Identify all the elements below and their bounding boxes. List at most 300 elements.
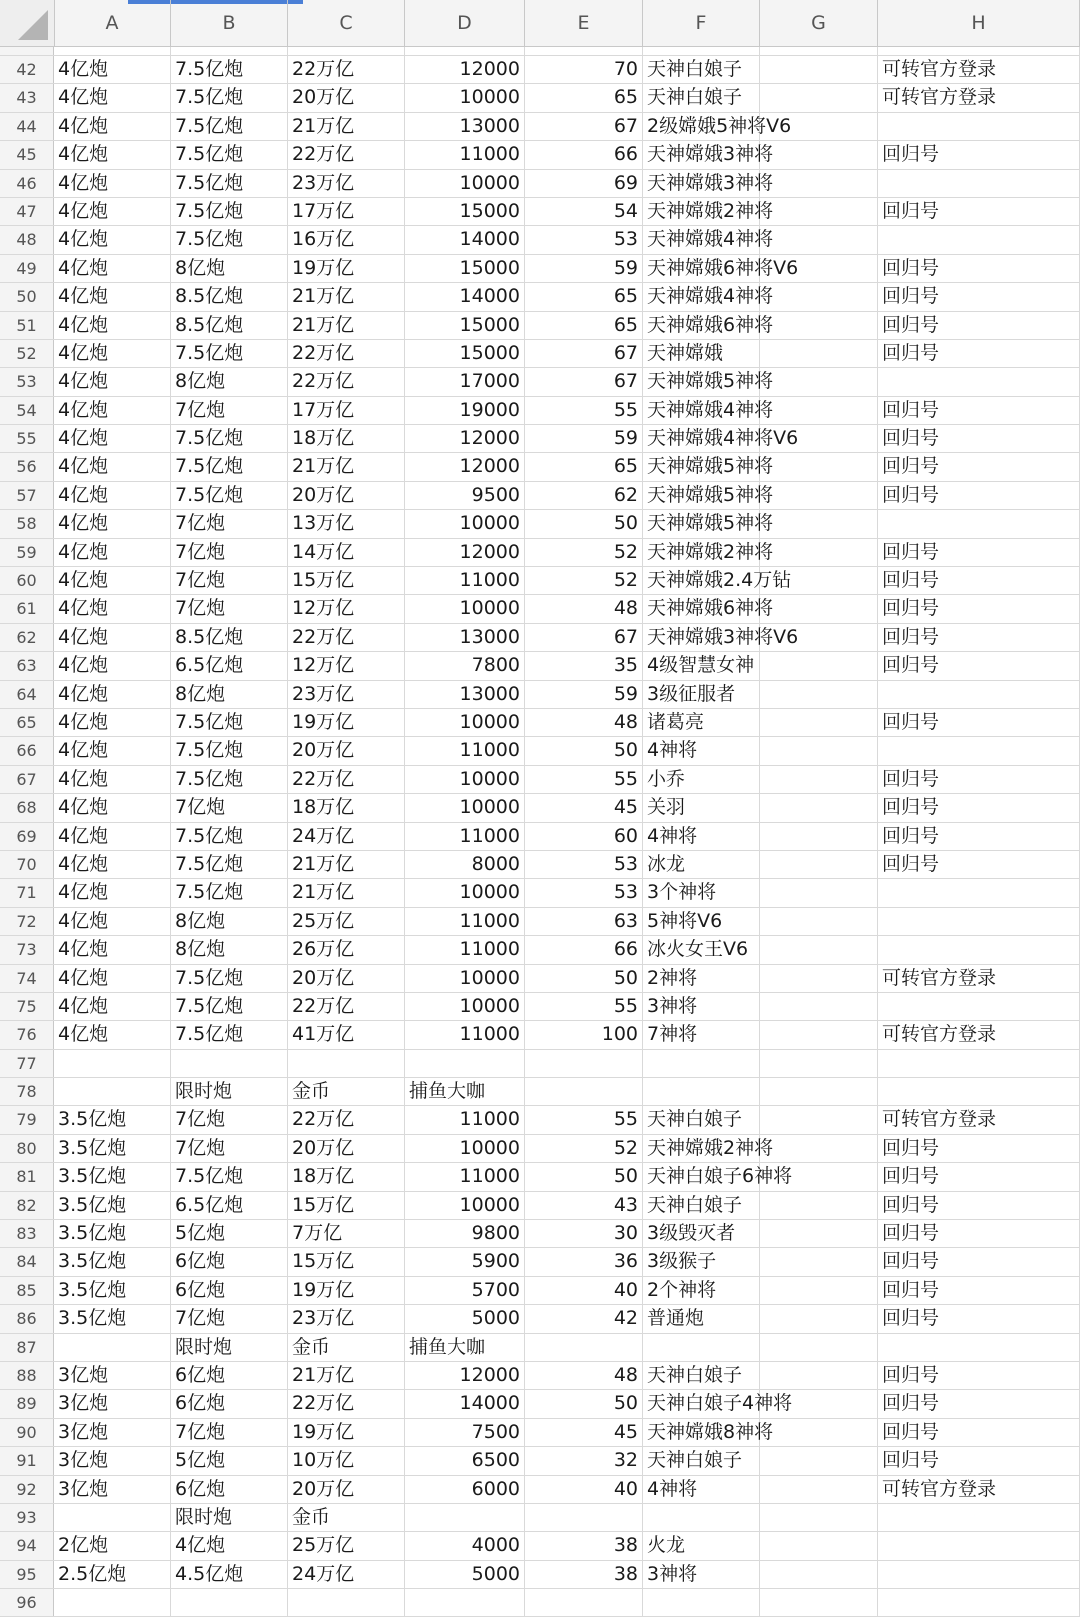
cell-a[interactable] bbox=[54, 1504, 171, 1531]
cell-h[interactable]: 可转官方登录 bbox=[878, 965, 1080, 992]
cell-a[interactable]: 3.5亿炮 bbox=[54, 1163, 171, 1190]
column-header-f[interactable]: F bbox=[643, 0, 760, 46]
cell-g[interactable] bbox=[760, 1106, 878, 1133]
row-number[interactable]: 53 bbox=[0, 368, 54, 395]
cell-e[interactable]: 52 bbox=[525, 1135, 643, 1162]
cell-a[interactable]: 4亿炮 bbox=[54, 397, 171, 424]
cell-h[interactable]: 回归号 bbox=[878, 1447, 1080, 1474]
cell-h[interactable]: 可转官方登录 bbox=[878, 56, 1080, 83]
cell-f[interactable] bbox=[643, 1050, 760, 1077]
cell-e[interactable]: 50 bbox=[525, 737, 643, 764]
cell-c[interactable]: 18万亿 bbox=[288, 425, 405, 452]
cell-b[interactable]: 7.5亿炮 bbox=[171, 766, 288, 793]
cell-a[interactable]: 4亿炮 bbox=[54, 851, 171, 878]
cell-b[interactable]: 4亿炮 bbox=[171, 1532, 288, 1559]
cell-b[interactable]: 7.5亿炮 bbox=[171, 737, 288, 764]
cell-e[interactable]: 65 bbox=[525, 283, 643, 310]
cell-a[interactable]: 3.5亿炮 bbox=[54, 1277, 171, 1304]
cell-c[interactable]: 24万亿 bbox=[288, 1561, 405, 1588]
cell-a[interactable]: 4亿炮 bbox=[54, 879, 171, 906]
cell-d[interactable]: 5000 bbox=[405, 1561, 525, 1588]
column-header-b[interactable]: B bbox=[171, 0, 288, 46]
cell-c[interactable]: 22万亿 bbox=[288, 1106, 405, 1133]
cell-f[interactable]: 天神白娘子 bbox=[643, 1106, 760, 1133]
cell-d[interactable] bbox=[405, 1589, 525, 1616]
cell-g[interactable] bbox=[760, 1021, 878, 1048]
cell-d[interactable]: 12000 bbox=[405, 539, 525, 566]
cell-c[interactable]: 7万亿 bbox=[288, 1220, 405, 1247]
cell-b[interactable]: 7.5亿炮 bbox=[171, 1021, 288, 1048]
cell-c[interactable]: 20万亿 bbox=[288, 965, 405, 992]
cell-a[interactable]: 4亿炮 bbox=[54, 453, 171, 480]
cell-e[interactable]: 38 bbox=[525, 1561, 643, 1588]
cell-f[interactable]: 天神嫦娥2神将 bbox=[643, 198, 760, 225]
cell-b[interactable]: 6亿炮 bbox=[171, 1248, 288, 1275]
cell-d[interactable]: 12000 bbox=[405, 453, 525, 480]
cell-d[interactable]: 15000 bbox=[405, 198, 525, 225]
column-header-e[interactable]: E bbox=[525, 0, 643, 46]
row-number[interactable]: 66 bbox=[0, 737, 54, 764]
cell-e[interactable]: 66 bbox=[525, 141, 643, 168]
cell-d[interactable]: 12000 bbox=[405, 56, 525, 83]
cell-f[interactable]: 天神嫦娥3神将 bbox=[643, 170, 760, 197]
cell-c[interactable]: 25万亿 bbox=[288, 908, 405, 935]
cell-h[interactable]: 回归号 bbox=[878, 1135, 1080, 1162]
cell-d[interactable]: 10000 bbox=[405, 766, 525, 793]
cell-b[interactable] bbox=[171, 1050, 288, 1077]
cell-c[interactable]: 19万亿 bbox=[288, 1419, 405, 1446]
cell-d[interactable]: 4000 bbox=[405, 1532, 525, 1559]
cell-d[interactable]: 11000 bbox=[405, 1106, 525, 1133]
cell-c[interactable]: 21万亿 bbox=[288, 1362, 405, 1389]
cell-b[interactable] bbox=[171, 1589, 288, 1616]
cell-e[interactable]: 55 bbox=[525, 397, 643, 424]
cell-e[interactable]: 52 bbox=[525, 567, 643, 594]
cell-b[interactable]: 6.5亿炮 bbox=[171, 652, 288, 679]
row-number[interactable]: 55 bbox=[0, 425, 54, 452]
cell-h[interactable] bbox=[878, 936, 1080, 963]
cell-h[interactable]: 回归号 bbox=[878, 198, 1080, 225]
cell-f[interactable]: 天神白娘子 bbox=[643, 56, 760, 83]
column-header-d[interactable]: D bbox=[405, 0, 525, 46]
cell-d[interactable]: 13000 bbox=[405, 624, 525, 651]
cell-f[interactable]: 天神嫦娥2.4万钻 bbox=[643, 567, 760, 594]
cell-d[interactable]: 11000 bbox=[405, 141, 525, 168]
cell-b[interactable]: 7亿炮 bbox=[171, 397, 288, 424]
cell-d[interactable]: 10000 bbox=[405, 510, 525, 537]
row-number[interactable]: 43 bbox=[0, 84, 54, 111]
cell-f[interactable] bbox=[643, 1589, 760, 1616]
cell-f[interactable]: 3个神将 bbox=[643, 879, 760, 906]
cell-c[interactable]: 41万亿 bbox=[288, 1021, 405, 1048]
cell-a[interactable]: 4亿炮 bbox=[54, 425, 171, 452]
cell-c[interactable]: 23万亿 bbox=[288, 681, 405, 708]
cell-b[interactable]: 7.5亿炮 bbox=[171, 84, 288, 111]
cell-b[interactable]: 8.5亿炮 bbox=[171, 624, 288, 651]
row-number[interactable]: 75 bbox=[0, 993, 54, 1020]
cell-e[interactable]: 67 bbox=[525, 113, 643, 140]
cell-a[interactable]: 3.5亿炮 bbox=[54, 1220, 171, 1247]
cell-e[interactable]: 48 bbox=[525, 709, 643, 736]
cell-b[interactable]: 7.5亿炮 bbox=[171, 56, 288, 83]
cell-a[interactable]: 4亿炮 bbox=[54, 539, 171, 566]
cell-a[interactable]: 3亿炮 bbox=[54, 1476, 171, 1503]
cell-g[interactable] bbox=[760, 709, 878, 736]
cell-h[interactable]: 回归号 bbox=[878, 1220, 1080, 1247]
cell-h[interactable] bbox=[878, 879, 1080, 906]
cell-g[interactable] bbox=[760, 1362, 878, 1389]
cell-e[interactable] bbox=[525, 1334, 643, 1361]
cell-c[interactable]: 20万亿 bbox=[288, 482, 405, 509]
cell-a[interactable]: 4亿炮 bbox=[54, 340, 171, 367]
cell-f[interactable] bbox=[643, 1334, 760, 1361]
cell-b[interactable]: 6亿炮 bbox=[171, 1390, 288, 1417]
cell-e[interactable] bbox=[525, 1504, 643, 1531]
cell-a[interactable]: 4亿炮 bbox=[54, 198, 171, 225]
cell-a[interactable]: 4亿炮 bbox=[54, 766, 171, 793]
cell-a[interactable]: 3亿炮 bbox=[54, 1390, 171, 1417]
cell-c[interactable]: 21万亿 bbox=[288, 851, 405, 878]
cell-a[interactable]: 4亿炮 bbox=[54, 737, 171, 764]
cell-h[interactable] bbox=[878, 681, 1080, 708]
cell-g[interactable] bbox=[760, 1532, 878, 1559]
cell-g[interactable] bbox=[760, 879, 878, 906]
row-number[interactable]: 94 bbox=[0, 1532, 54, 1559]
cell-h[interactable]: 回归号 bbox=[878, 794, 1080, 821]
cell-c[interactable]: 22万亿 bbox=[288, 993, 405, 1020]
cell-e[interactable] bbox=[525, 1050, 643, 1077]
row-number[interactable]: 85 bbox=[0, 1277, 54, 1304]
cell-d[interactable]: 5700 bbox=[405, 1277, 525, 1304]
cell-f[interactable]: 5神将V6 bbox=[643, 908, 760, 935]
cell-a[interactable]: 4亿炮 bbox=[54, 567, 171, 594]
cell-g[interactable] bbox=[760, 993, 878, 1020]
cell-c[interactable]: 20万亿 bbox=[288, 84, 405, 111]
cell-d[interactable]: 11000 bbox=[405, 567, 525, 594]
cell-d[interactable]: 17000 bbox=[405, 368, 525, 395]
cell-d[interactable]: 10000 bbox=[405, 709, 525, 736]
cell-b[interactable]: 8亿炮 bbox=[171, 908, 288, 935]
cell-a[interactable]: 3亿炮 bbox=[54, 1419, 171, 1446]
cell-d[interactable]: 12000 bbox=[405, 1362, 525, 1389]
row-number[interactable]: 58 bbox=[0, 510, 54, 537]
row-number[interactable]: 57 bbox=[0, 482, 54, 509]
cell-a[interactable]: 4亿炮 bbox=[54, 624, 171, 651]
row-number[interactable]: 70 bbox=[0, 851, 54, 878]
cell-e[interactable] bbox=[525, 1589, 643, 1616]
cell-e[interactable]: 59 bbox=[525, 255, 643, 282]
row-number[interactable]: 88 bbox=[0, 1362, 54, 1389]
cell-e[interactable]: 55 bbox=[525, 1106, 643, 1133]
cell-g[interactable] bbox=[760, 1248, 878, 1275]
cell-b[interactable]: 7.5亿炮 bbox=[171, 340, 288, 367]
cell-h[interactable]: 回归号 bbox=[878, 425, 1080, 452]
cell-f[interactable]: 天神白娘子 bbox=[643, 1362, 760, 1389]
cell-b[interactable]: 7亿炮 bbox=[171, 595, 288, 622]
cell-g[interactable] bbox=[760, 1078, 878, 1105]
row-number[interactable]: 51 bbox=[0, 312, 54, 339]
cell-h[interactable] bbox=[878, 113, 1080, 140]
cell-h[interactable]: 可转官方登录 bbox=[878, 1021, 1080, 1048]
cell-a[interactable]: 4亿炮 bbox=[54, 652, 171, 679]
row-number[interactable]: 61 bbox=[0, 595, 54, 622]
cell-h[interactable]: 回归号 bbox=[878, 283, 1080, 310]
cell-c[interactable]: 15万亿 bbox=[288, 1192, 405, 1219]
cell-c[interactable]: 18万亿 bbox=[288, 794, 405, 821]
cell-a[interactable]: 3亿炮 bbox=[54, 1447, 171, 1474]
cell-g[interactable] bbox=[760, 84, 878, 111]
cell-d[interactable]: 11000 bbox=[405, 737, 525, 764]
cell-h[interactable]: 回归号 bbox=[878, 652, 1080, 679]
cell-a[interactable]: 3.5亿炮 bbox=[54, 1135, 171, 1162]
cell-d[interactable] bbox=[405, 1504, 525, 1531]
cell-d[interactable]: 10000 bbox=[405, 794, 525, 821]
cell-g[interactable] bbox=[760, 766, 878, 793]
cell-f[interactable]: 火龙 bbox=[643, 1532, 760, 1559]
cell-g[interactable] bbox=[760, 851, 878, 878]
cell-f[interactable]: 天神白娘子 bbox=[643, 1192, 760, 1219]
cell-d[interactable]: 14000 bbox=[405, 226, 525, 253]
cell-b[interactable]: 7亿炮 bbox=[171, 567, 288, 594]
cell-c[interactable]: 26万亿 bbox=[288, 936, 405, 963]
cell-f[interactable]: 冰龙 bbox=[643, 851, 760, 878]
cell-g[interactable] bbox=[760, 1135, 878, 1162]
cell-g[interactable] bbox=[760, 965, 878, 992]
row-number[interactable]: 62 bbox=[0, 624, 54, 651]
cell-f[interactable]: 4神将 bbox=[643, 1476, 760, 1503]
cell-c[interactable]: 22万亿 bbox=[288, 56, 405, 83]
cell-h[interactable]: 回归号 bbox=[878, 482, 1080, 509]
cell-b[interactable]: 7.5亿炮 bbox=[171, 198, 288, 225]
cell-b[interactable]: 7.5亿炮 bbox=[171, 879, 288, 906]
cell-h[interactable]: 回归号 bbox=[878, 453, 1080, 480]
cell-f[interactable]: 4神将 bbox=[643, 737, 760, 764]
cell-d[interactable] bbox=[405, 1050, 525, 1077]
cell-h[interactable]: 回归号 bbox=[878, 1362, 1080, 1389]
cell-a[interactable]: 4亿炮 bbox=[54, 255, 171, 282]
cell-b[interactable]: 7.5亿炮 bbox=[171, 965, 288, 992]
cell-g[interactable] bbox=[760, 1504, 878, 1531]
cell-h[interactable]: 回归号 bbox=[878, 766, 1080, 793]
cell-f[interactable]: 天神嫦娥5神将 bbox=[643, 368, 760, 395]
cell-f[interactable] bbox=[643, 1078, 760, 1105]
cell-b[interactable]: 8.5亿炮 bbox=[171, 312, 288, 339]
cell-f[interactable]: 天神白娘子6神将 bbox=[643, 1163, 760, 1190]
row-number[interactable]: 86 bbox=[0, 1305, 54, 1332]
cell-a[interactable]: 2亿炮 bbox=[54, 1532, 171, 1559]
cell-a[interactable]: 2.5亿炮 bbox=[54, 1561, 171, 1588]
cell-c[interactable] bbox=[288, 1050, 405, 1077]
cell-e[interactable]: 53 bbox=[525, 851, 643, 878]
cell-h[interactable] bbox=[878, 1050, 1080, 1077]
cell-e[interactable]: 53 bbox=[525, 226, 643, 253]
cell-g[interactable] bbox=[760, 1305, 878, 1332]
cell-d[interactable]: 捕鱼大咖 bbox=[405, 1334, 525, 1361]
cell-g[interactable] bbox=[760, 170, 878, 197]
column-header-a[interactable]: A bbox=[54, 0, 171, 46]
cell-f[interactable]: 天神嫦娥5神将 bbox=[643, 482, 760, 509]
cell-h[interactable]: 回归号 bbox=[878, 823, 1080, 850]
cell-f[interactable]: 冰火女王V6 bbox=[643, 936, 760, 963]
row-number[interactable]: 84 bbox=[0, 1248, 54, 1275]
cell-f[interactable]: 7神将 bbox=[643, 1021, 760, 1048]
cell-e[interactable]: 40 bbox=[525, 1277, 643, 1304]
cell-c[interactable]: 12万亿 bbox=[288, 652, 405, 679]
cell-d[interactable]: 9800 bbox=[405, 1220, 525, 1247]
cell-b[interactable]: 7.5亿炮 bbox=[171, 453, 288, 480]
cell-f[interactable]: 天神嫦娥2神将 bbox=[643, 1135, 760, 1162]
cell-a[interactable]: 4亿炮 bbox=[54, 368, 171, 395]
row-number[interactable]: 47 bbox=[0, 198, 54, 225]
cell-a[interactable] bbox=[54, 1050, 171, 1077]
cell-a[interactable]: 3.5亿炮 bbox=[54, 1305, 171, 1332]
cell-d[interactable]: 11000 bbox=[405, 823, 525, 850]
cell-d[interactable]: 7500 bbox=[405, 1419, 525, 1446]
cell-e[interactable]: 43 bbox=[525, 1192, 643, 1219]
cell-f[interactable]: 天神嫦娥6神将 bbox=[643, 595, 760, 622]
cell-d[interactable]: 8000 bbox=[405, 851, 525, 878]
cell-c[interactable]: 12万亿 bbox=[288, 595, 405, 622]
cell-f[interactable]: 天神嫦娥4神将 bbox=[643, 283, 760, 310]
cell-f[interactable]: 天神嫦娥4神将 bbox=[643, 226, 760, 253]
cell-g[interactable] bbox=[760, 1419, 878, 1446]
cell-c[interactable]: 22万亿 bbox=[288, 1390, 405, 1417]
cell-e[interactable]: 67 bbox=[525, 340, 643, 367]
cell-g[interactable] bbox=[760, 794, 878, 821]
cell-h[interactable]: 回归号 bbox=[878, 255, 1080, 282]
cell-d[interactable]: 14000 bbox=[405, 283, 525, 310]
cell-h[interactable]: 回归号 bbox=[878, 567, 1080, 594]
cell-a[interactable]: 4亿炮 bbox=[54, 226, 171, 253]
cell-g[interactable] bbox=[760, 936, 878, 963]
cell-f[interactable]: 天神嫦娥5神将 bbox=[643, 510, 760, 537]
cell-h[interactable]: 回归号 bbox=[878, 1277, 1080, 1304]
cell-d[interactable]: 6500 bbox=[405, 1447, 525, 1474]
cell-a[interactable]: 4亿炮 bbox=[54, 56, 171, 83]
cell-c[interactable]: 13万亿 bbox=[288, 510, 405, 537]
cell-f[interactable]: 天神嫦娥5神将 bbox=[643, 453, 760, 480]
cell-h[interactable] bbox=[878, 737, 1080, 764]
row-number[interactable]: 90 bbox=[0, 1419, 54, 1446]
cell-h[interactable]: 回归号 bbox=[878, 624, 1080, 651]
cell-a[interactable]: 3亿炮 bbox=[54, 1362, 171, 1389]
row-number[interactable]: 96 bbox=[0, 1589, 54, 1616]
cell-a[interactable]: 4亿炮 bbox=[54, 113, 171, 140]
cell-f[interactable]: 天神白娘子 bbox=[643, 1447, 760, 1474]
cell-b[interactable]: 4.5亿炮 bbox=[171, 1561, 288, 1588]
cell-b[interactable]: 7.5亿炮 bbox=[171, 823, 288, 850]
cell-c[interactable]: 22万亿 bbox=[288, 368, 405, 395]
cell-d[interactable]: 10000 bbox=[405, 1192, 525, 1219]
cell-e[interactable]: 67 bbox=[525, 368, 643, 395]
cell-a[interactable]: 4亿炮 bbox=[54, 993, 171, 1020]
cell-e[interactable]: 45 bbox=[525, 794, 643, 821]
cell-a[interactable]: 4亿炮 bbox=[54, 908, 171, 935]
cell-b[interactable]: 5亿炮 bbox=[171, 1447, 288, 1474]
cell-f[interactable]: 天神嫦娥 bbox=[643, 340, 760, 367]
cell-c[interactable]: 21万亿 bbox=[288, 453, 405, 480]
cell-e[interactable]: 66 bbox=[525, 936, 643, 963]
cell-a[interactable] bbox=[54, 1589, 171, 1616]
cell-e[interactable]: 65 bbox=[525, 312, 643, 339]
cell-c[interactable]: 24万亿 bbox=[288, 823, 405, 850]
cell-b[interactable]: 7.5亿炮 bbox=[171, 141, 288, 168]
cell-d[interactable]: 捕鱼大咖 bbox=[405, 1078, 525, 1105]
cell-f[interactable]: 3级猴子 bbox=[643, 1248, 760, 1275]
row-number[interactable]: 89 bbox=[0, 1390, 54, 1417]
cell-g[interactable] bbox=[760, 1334, 878, 1361]
cell-c[interactable]: 21万亿 bbox=[288, 113, 405, 140]
row-number[interactable]: 54 bbox=[0, 397, 54, 424]
cell-d[interactable]: 5000 bbox=[405, 1305, 525, 1332]
cell-f[interactable]: 天神嫦娥6神将V6 bbox=[643, 255, 760, 282]
cell-d[interactable]: 11000 bbox=[405, 1163, 525, 1190]
cell-e[interactable]: 50 bbox=[525, 1163, 643, 1190]
cell-b[interactable]: 限时炮 bbox=[171, 1078, 288, 1105]
cell-g[interactable] bbox=[760, 539, 878, 566]
cell-b[interactable]: 8.5亿炮 bbox=[171, 283, 288, 310]
cell-d[interactable]: 13000 bbox=[405, 681, 525, 708]
cell-e[interactable]: 32 bbox=[525, 1447, 643, 1474]
cell-h[interactable] bbox=[878, 1334, 1080, 1361]
row-number[interactable]: 46 bbox=[0, 170, 54, 197]
cell-c[interactable]: 21万亿 bbox=[288, 879, 405, 906]
cell-e[interactable]: 62 bbox=[525, 482, 643, 509]
cell-h[interactable]: 回归号 bbox=[878, 340, 1080, 367]
cell-a[interactable]: 3.5亿炮 bbox=[54, 1192, 171, 1219]
row-number[interactable]: 52 bbox=[0, 340, 54, 367]
cell-f[interactable]: 4神将 bbox=[643, 823, 760, 850]
cell-c[interactable]: 19万亿 bbox=[288, 709, 405, 736]
cell-f[interactable]: 诸葛亮 bbox=[643, 709, 760, 736]
cell-h[interactable]: 回归号 bbox=[878, 595, 1080, 622]
cell-g[interactable] bbox=[760, 397, 878, 424]
cell-f[interactable]: 天神嫦娥2神将 bbox=[643, 539, 760, 566]
cell-e[interactable]: 53 bbox=[525, 879, 643, 906]
cell-d[interactable]: 15000 bbox=[405, 340, 525, 367]
cell-d[interactable]: 10000 bbox=[405, 1135, 525, 1162]
cell-b[interactable]: 6亿炮 bbox=[171, 1476, 288, 1503]
row-number[interactable]: 56 bbox=[0, 453, 54, 480]
cell-c[interactable]: 22万亿 bbox=[288, 141, 405, 168]
cell-d[interactable]: 13000 bbox=[405, 113, 525, 140]
cell-d[interactable]: 10000 bbox=[405, 965, 525, 992]
row-number[interactable]: 73 bbox=[0, 936, 54, 963]
cell-f[interactable]: 天神嫦娥6神将 bbox=[643, 312, 760, 339]
cell-c[interactable]: 25万亿 bbox=[288, 1532, 405, 1559]
cell-e[interactable]: 48 bbox=[525, 595, 643, 622]
cell-b[interactable]: 7.5亿炮 bbox=[171, 709, 288, 736]
cell-a[interactable]: 4亿炮 bbox=[54, 482, 171, 509]
cell-c[interactable]: 22万亿 bbox=[288, 340, 405, 367]
cell-a[interactable] bbox=[54, 1334, 171, 1361]
cell-b[interactable]: 限时炮 bbox=[171, 1334, 288, 1361]
cell-f[interactable]: 天神嫦娥3神将 bbox=[643, 141, 760, 168]
cell-b[interactable]: 7.5亿炮 bbox=[171, 851, 288, 878]
cell-h[interactable]: 回归号 bbox=[878, 141, 1080, 168]
cell-g[interactable] bbox=[760, 681, 878, 708]
cell-g[interactable] bbox=[760, 453, 878, 480]
cell-a[interactable]: 3.5亿炮 bbox=[54, 1106, 171, 1133]
cell-b[interactable]: 7.5亿炮 bbox=[171, 425, 288, 452]
cell-h[interactable]: 回归号 bbox=[878, 1192, 1080, 1219]
cell-e[interactable]: 30 bbox=[525, 1220, 643, 1247]
cell-c[interactable]: 20万亿 bbox=[288, 737, 405, 764]
cell-e[interactable]: 59 bbox=[525, 681, 643, 708]
cell-h[interactable]: 回归号 bbox=[878, 1419, 1080, 1446]
cell-a[interactable]: 4亿炮 bbox=[54, 1021, 171, 1048]
cell-a[interactable] bbox=[54, 1078, 171, 1105]
